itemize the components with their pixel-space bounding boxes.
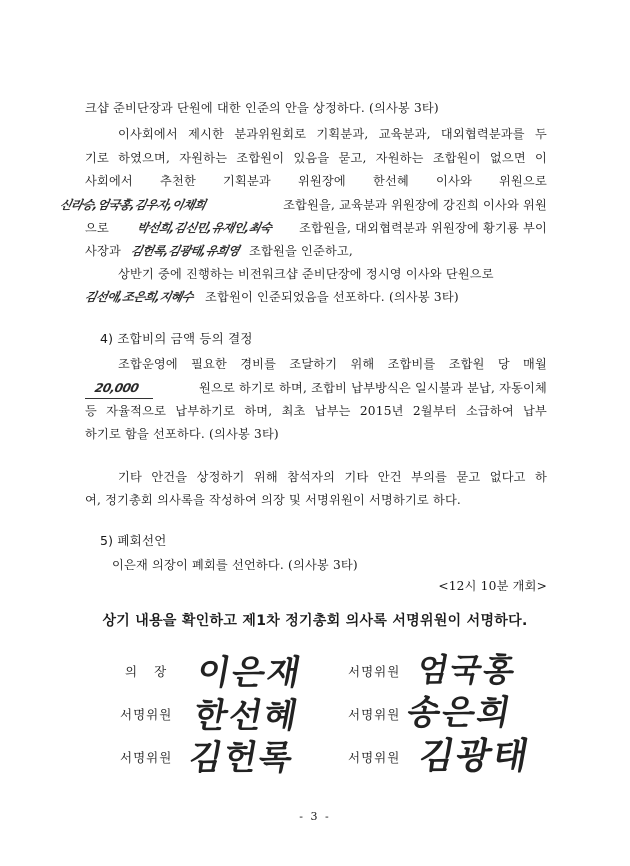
signer-label: 서명위원 [348, 750, 401, 765]
signer-label: 서명위원 [348, 707, 401, 722]
text-fragment: 기획분과 [223, 174, 271, 188]
text-fragment: 조합원이 인준되었음을 선포하다. (의사봉 3타) [205, 290, 459, 304]
text-line: 등 자율적으로 납부하기로 하며, 최초 납부는 2015년 2월부터 소급하여 납부 [85, 404, 547, 418]
signature-declaration: 상기 내용을 확인하고 제1차 정기총회 의사록 서명위원이 서명하다. [102, 613, 528, 629]
text-fragment: 사회에서 [85, 174, 133, 188]
text-fragment: 조합원을 인준하고, [249, 244, 353, 258]
text-fragment: 원으로 하기로 하며, 조합비 납부방식은 일시불과 분납, 자동이체 [199, 381, 547, 395]
text-fragment: 이사와 [436, 174, 472, 188]
text-line [60, 195, 547, 215]
text-fragment: 으로 [85, 221, 109, 235]
text-line [85, 171, 547, 191]
text-line: 이사회에서 제시한 분과위원회로 기획분과, 교육분과, 대외협력분과를 두 [118, 127, 547, 141]
chair-label: 의장 [125, 664, 184, 679]
text-fragment: 사장과 [85, 244, 121, 258]
signer-signature: 김헌록 [185, 738, 298, 778]
section-heading: 4) 조합비의 금액 등의 결정 [100, 331, 253, 346]
handwritten-names: 박선희,김신민,유재인,최숙 [135, 221, 273, 235]
text-fragment: 위원으로 [499, 174, 547, 188]
handwritten-amount: 20,000 [93, 381, 140, 395]
text-line: 상반기 중에 진행하는 비전워크샵 준비단장에 정시영 이사와 단원으로 [118, 267, 494, 281]
text-fragment: 한선혜 [373, 174, 409, 188]
signer-label: 서명위원 [348, 664, 401, 679]
signer-signature: 송은희 [403, 693, 516, 733]
handwritten-names: 김헌록,김광태,유희영 [129, 244, 241, 258]
text-line: 기로 하였으며, 자원하는 조합원이 있음을 묻고, 자원하는 조합원이 없으면 이 [85, 151, 547, 165]
text-fragment: 조합원을, 대외협력분과 위원장에 황기룡 부이 [299, 221, 547, 235]
section-heading: 5) 폐회선언 [100, 533, 167, 548]
meeting-time: <12시 10분 개회> [438, 579, 547, 593]
text-line: 크샵 준비단장과 단원에 대한 인준의 안을 상정하다. (의사봉 3타) [85, 101, 439, 115]
handwritten-names: 김선애,조은희,지혜수 [83, 290, 195, 304]
page-number: - 3 - [299, 810, 331, 823]
signer-signature: 김광태 [415, 736, 534, 777]
text-line: 기타 안건을 상정하기 위해 참석자의 기타 안건 부의를 묻고 없다고 하 [118, 470, 547, 484]
text-line: 조합운영에 필요한 경비를 조달하기 위해 조합비를 조합원 당 매월 [118, 357, 547, 371]
amount-blank [85, 378, 153, 399]
text-fragment: 위원장에 [298, 174, 346, 188]
text-line [85, 287, 547, 307]
signer-label: 서명위원 [120, 750, 173, 765]
text-line [85, 378, 547, 399]
text-fragment: 조합원을, 교육분과 위원장에 강진희 이사와 위원 [283, 198, 547, 212]
text-line: 이은재 의장이 폐회를 선언하다. (의사봉 3타) [112, 558, 358, 572]
text-fragment: 추천한 [160, 174, 196, 188]
signer-label: 서명위원 [120, 707, 173, 722]
signer-signature: 엄국홍 [414, 651, 520, 689]
text-line [85, 241, 547, 261]
text-line: 하기로 함을 선포하다. (의사봉 3타) [85, 427, 279, 441]
chair-signature: 이은재 [193, 653, 306, 693]
signer-signature: 한선혜 [190, 696, 303, 736]
text-line [85, 218, 547, 238]
handwritten-names: 신라승,엄국홍,김우자,이채희 [58, 198, 207, 212]
text-line: 여, 정기총회 의사록을 작성하여 의장 및 서명위원이 서명하기로 하다. [85, 493, 461, 507]
